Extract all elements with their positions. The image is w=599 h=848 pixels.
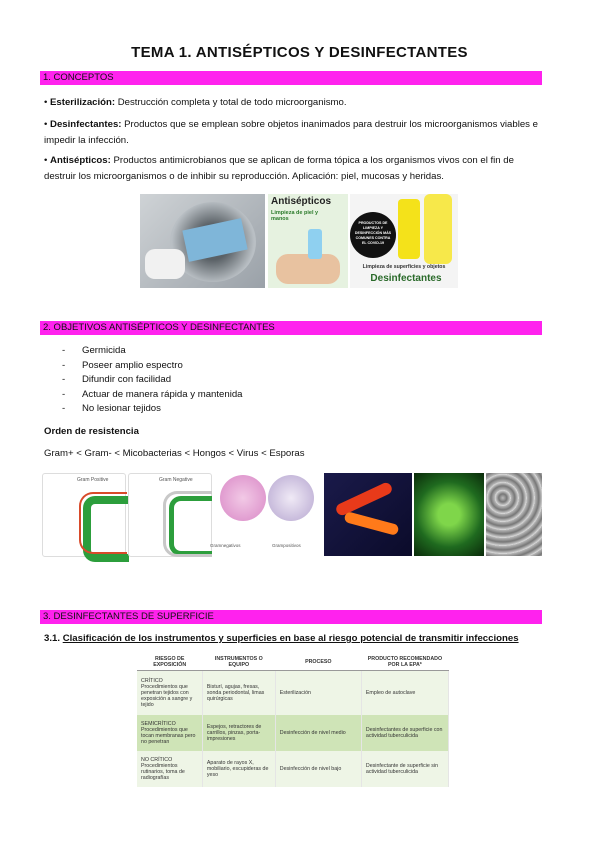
- objective-item: - Actuar de manera rápida y mantenida: [62, 389, 243, 400]
- gram-negative-diagram: [128, 473, 212, 557]
- table-row: [137, 751, 449, 787]
- table-row: [137, 715, 449, 751]
- concepts-image-strip: [140, 194, 458, 288]
- table-cell: Desinfectante de superficie sin actividad tuberculicida: [361, 751, 448, 787]
- subsection-heading: [44, 633, 519, 644]
- desinfectantes-photo: [350, 194, 458, 288]
- resistance-heading: Orden de resistencia: [44, 426, 139, 437]
- gram-positive-diagram: [42, 473, 126, 557]
- table-cell: Espejos, retractores de carrillos, pinzas, porta-impresiones: [202, 715, 275, 751]
- table-header: INSTRUMENTOS O EQUIPO: [202, 654, 275, 671]
- term-esterilizacion: Esterilización:: [50, 97, 116, 108]
- section-header-objetivos: 2. OBJETIVOS ANTISÉPTICOS Y DESINFECTANTES: [40, 321, 542, 335]
- table-cell: Desinfección de nivel medio: [275, 715, 361, 751]
- table-row: [137, 671, 449, 715]
- def-desinfectantes: Productos que se emplean sobre objetos inanimados para destruir los microorganismos viables e impedir la infección.: [44, 119, 538, 146]
- term-antisepticos: Antisépticos:: [50, 155, 111, 166]
- objective-item: - Poseer amplio espectro: [62, 360, 183, 371]
- virus-photo: [414, 473, 484, 556]
- section-header-conceptos: 1. CONCEPTOS: [40, 71, 542, 85]
- limpieza-superficies-label: Limpieza de superficies y objetos: [362, 264, 446, 270]
- def-esterilizacion: Destrucción completa y total de todo microorganismo.: [115, 97, 347, 108]
- desinfectantes-photo-label: Desinfectantes: [370, 273, 442, 284]
- def-antisepticos: Productos antimicrobianos que se aplican de forma tópica a los organismos vivos con el fin de destruir los microorganismos o de inhibir su reproducción. Aplicación: piel, mucosas y heridas.: [44, 155, 514, 182]
- gram-positive-cells-photo: [268, 475, 314, 521]
- concept-antisepticos: • Antisépticos: Productos antimicrobianos que se aplican de forma tópica a los organismos vivos con el fin de destruir los microorganismos o de inhibir su reproducción. Aplicación: piel, mucosas y heridas.: [44, 155, 514, 182]
- objective-item: - No lesionar tejidos: [62, 403, 161, 414]
- table-cell: SEMICRÍTICO Procedimientos que tocan membranas pero no penetran: [137, 715, 202, 751]
- table-cell: Desinfectantes de superficie con actividad tuberculicida: [361, 715, 448, 751]
- gram-positive-label: Gram Positive: [77, 477, 109, 483]
- gram-negative-cells-photo: [220, 475, 266, 521]
- table-cell: Bisturí, agujas, fresas, sonda periodontal, limas quirúrgicas: [202, 671, 275, 715]
- objective-item: - Difundir con facilidad: [62, 374, 172, 385]
- limpieza-piel-label: Limpieza de piel y manos: [271, 210, 319, 222]
- table-cell: Aparato de rayos X, mobiliario, escupideras de yeso: [202, 751, 275, 787]
- concept-desinfectantes: • Desinfectantes: Productos que se emplean sobre objetos inanimados para destruir los microorganismos viables e impedir la infección.: [44, 119, 538, 146]
- page-title: TEMA 1. ANTISÉPTICOS Y DESINFECTANTES: [131, 44, 468, 61]
- term-desinfectantes: Desinfectantes:: [50, 119, 122, 130]
- table-cell: Esterilización: [275, 671, 361, 715]
- subsection-number: 3.1.: [44, 633, 61, 644]
- spores-photo: [486, 473, 542, 556]
- antisepticos-photo: [268, 194, 348, 288]
- table-header: PROCESO: [275, 654, 361, 671]
- classification-table: [137, 654, 449, 787]
- concept-esterilizacion: • Esterilización: Destrucción completa y total de todo microorganismo.: [44, 97, 347, 108]
- resistance-order: Gram+ < Gram- < Micobacterias < Hongos < Virus < Esporas: [44, 448, 305, 459]
- table-cell: Desinfección de nivel bajo: [275, 751, 361, 787]
- antisepticos-photo-label: Antisépticos: [271, 196, 332, 207]
- table-cell: Empleo de autoclave: [361, 671, 448, 715]
- microorganism-image-strip: [40, 473, 542, 556]
- table-header: RIESGO DE EXPOSICIÓN: [137, 654, 202, 671]
- gram-negative-cells-label: Gramnegativos: [210, 543, 241, 548]
- section-header-superficie: 3. DESINFECTANTES DE SUPERFICIE: [40, 610, 542, 624]
- objective-item: - Germicida: [62, 345, 126, 356]
- autoclave-photo: [140, 194, 265, 288]
- gram-negative-label: Gram Negative: [159, 477, 193, 483]
- table-header: PRODUCTO RECOMENDADO POR LA EPA*: [361, 654, 448, 671]
- subsection-text: Clasificación de los instrumentos y superficies en base al riesgo potencial de transmitir infecciones: [62, 633, 519, 644]
- table-cell: CRÍTICO Procedimientos que penetran tejidos con exposición a sangre y tejido: [137, 671, 202, 715]
- table-cell: NO CRÍTICO Procedimientos rutinarios, toma de radiografías: [137, 751, 202, 787]
- bacteria-photo: [324, 473, 412, 556]
- covid-badge: PRODUCTOS DE LIMPIEZA Y DESINFECCIÓN MÁS COMUNES CONTRA EL COVID-19: [350, 212, 396, 258]
- gram-positive-cells-label: Grampositivos: [272, 543, 301, 548]
